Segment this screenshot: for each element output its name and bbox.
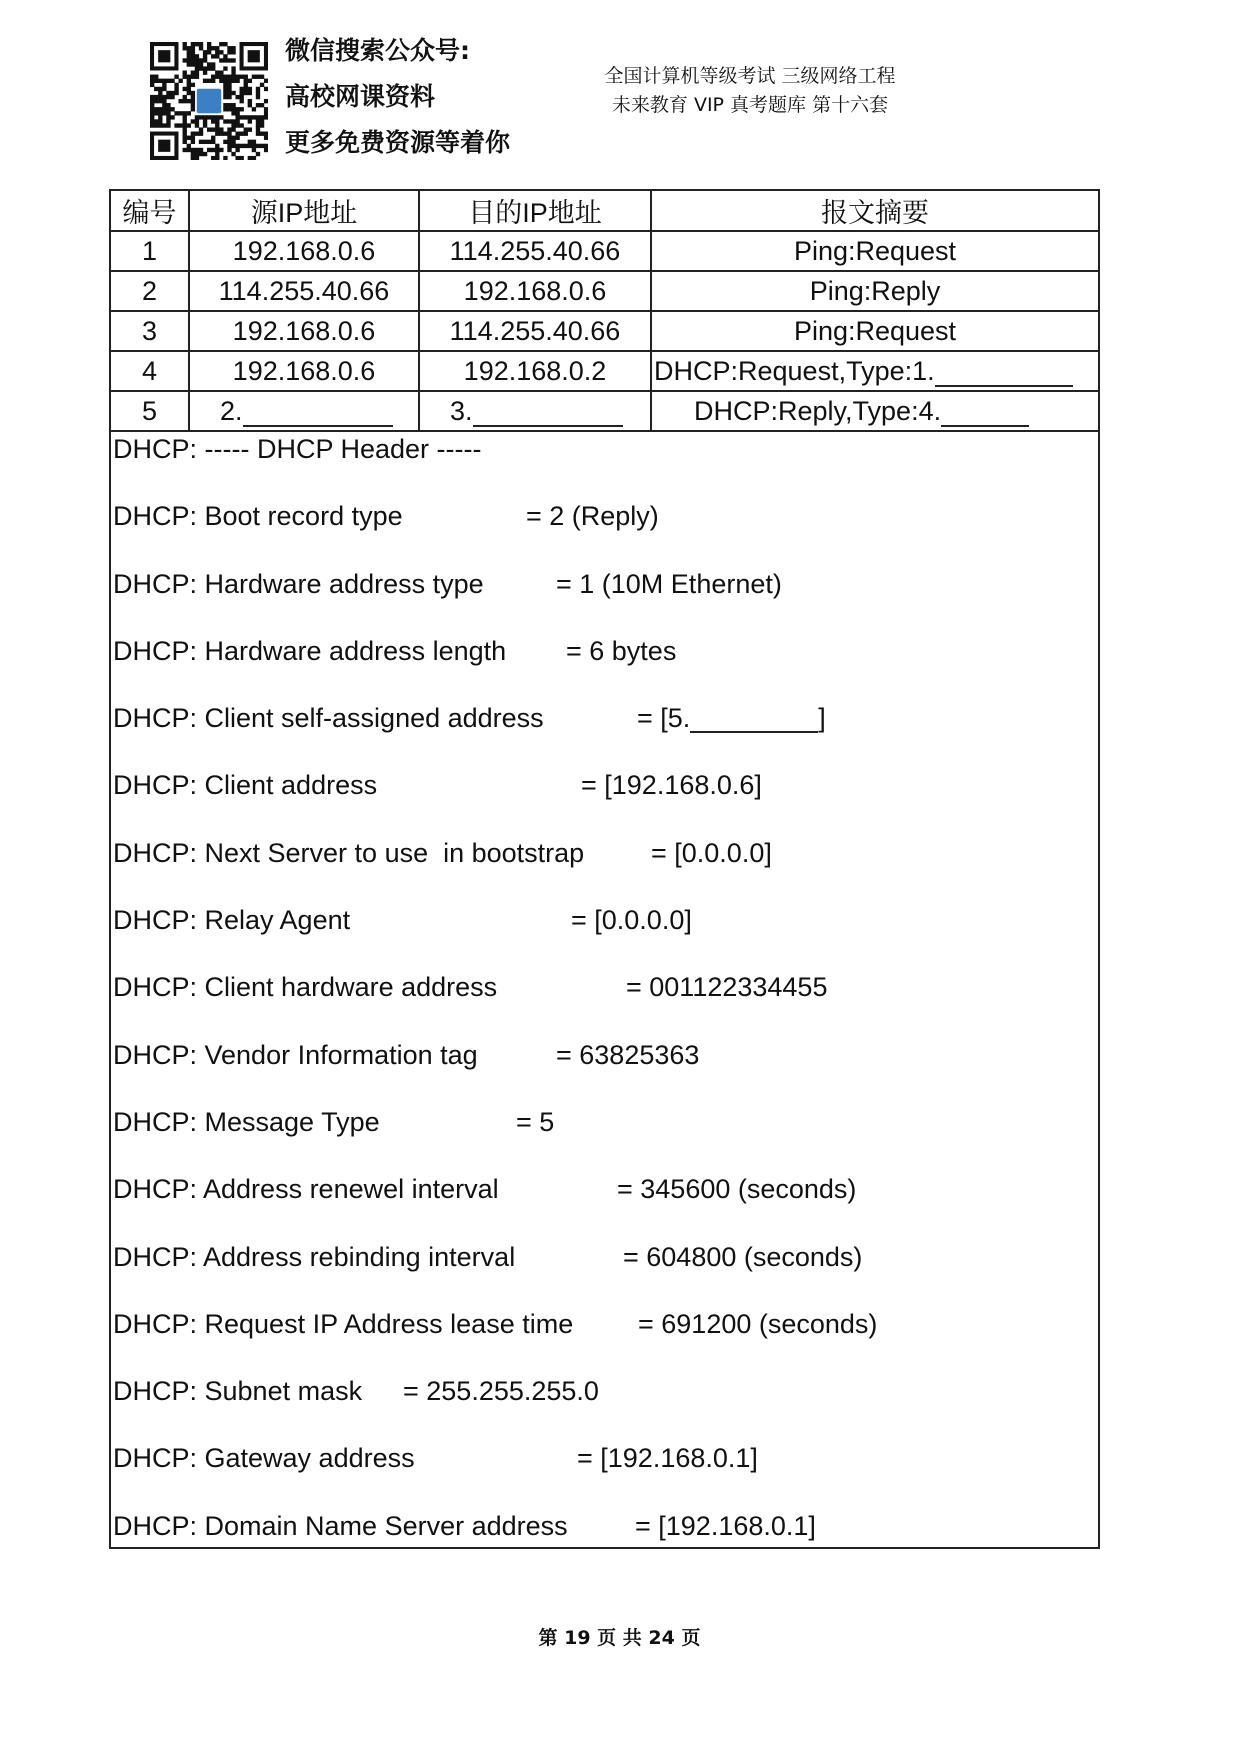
wechat-line-2: 高校网课资料	[285, 82, 436, 111]
dhcp-line	[113, 770, 1098, 800]
cell-src: 192.168.0.6	[189, 231, 419, 271]
dhcp-label: DHCP: Subnet mask	[113, 1376, 363, 1407]
table-row	[111, 271, 1098, 311]
cell-src: 114.255.40.66	[189, 271, 419, 311]
dhcp-label: DHCP: Relay Agent	[113, 905, 351, 936]
dhcp-label: DHCP: Vendor Information tag	[113, 1039, 478, 1070]
col-header-summary: 报文摘要	[651, 191, 1098, 231]
dhcp-line	[113, 1107, 1098, 1137]
cell-dst: 114.255.40.66	[419, 231, 651, 271]
cell-src: 192.168.0.6	[189, 311, 419, 351]
cell-summary: Ping:Request	[651, 231, 1098, 271]
dhcp-label: DHCP: Hardware address length	[113, 635, 507, 666]
table-row	[111, 231, 1098, 271]
dhcp-line	[113, 569, 1098, 599]
dhcp-label: DHCP: Client address	[113, 770, 378, 801]
dhcp-label: DHCP: ----- DHCP Header -----	[113, 434, 482, 464]
dhcp-line	[113, 972, 1098, 1002]
dhcp-value: = 2 (Reply)	[526, 501, 659, 532]
blank-label-3: 3.	[450, 395, 473, 426]
dhcp-label: DHCP: Message Type	[113, 1106, 380, 1137]
dhcp-line	[113, 838, 1098, 868]
exam-title: 全国计算机等级考试 三级网络工程	[604, 65, 896, 87]
dhcp-value: = 345600 (seconds)	[617, 1174, 857, 1205]
dhcp-label: DHCP: Client self-assigned address	[113, 703, 544, 734]
dhcp-line	[113, 1376, 1098, 1406]
dhcp-label: DHCP: Address rebinding interval	[113, 1241, 516, 1272]
dhcp-label: DHCP: Boot record type	[113, 501, 403, 532]
dhcp-line	[113, 905, 1098, 935]
wechat-promo	[285, 36, 510, 174]
dhcp-value: = 001122334455	[626, 972, 828, 1003]
cell-src: 192.168.0.6	[189, 351, 419, 391]
dhcp-value: = 604800 (seconds)	[623, 1241, 863, 1272]
answer-blank-1	[935, 359, 1073, 387]
dhcp-value: = [0.0.0.0]	[651, 837, 772, 868]
table-row	[111, 351, 1098, 391]
cell-summary	[651, 351, 1098, 391]
answer-blank-4	[941, 399, 1029, 427]
dhcp-value: = [5. ]	[637, 703, 826, 734]
dhcp-line	[113, 434, 1098, 464]
col-header-dst: 目的IP地址	[419, 191, 651, 231]
dhcp-value: = 63825363	[556, 1039, 700, 1070]
dhcp-line	[113, 1174, 1098, 1204]
dhcp-line	[113, 1511, 1098, 1541]
dhcp-label: DHCP: Hardware address type	[113, 568, 484, 599]
exam-header	[560, 62, 940, 120]
dhcp-line	[113, 1242, 1098, 1272]
col-header-no: 编号	[111, 191, 189, 231]
dhcp-value: = 5	[516, 1106, 555, 1137]
answer-blank-5	[690, 705, 818, 733]
dhcp-value: = [192.168.0.1]	[577, 1443, 758, 1474]
wechat-line-1: 微信搜索公众号:	[285, 36, 470, 65]
dhcp-value: = 1 (10M Ethernet)	[556, 568, 782, 599]
cell-src	[189, 391, 419, 431]
dhcp-label: DHCP: Client hardware address	[113, 972, 498, 1003]
dhcp-value: = 6 bytes	[566, 635, 677, 666]
dhcp-line	[113, 1309, 1098, 1339]
summary-text: DHCP:Reply,Type:4.	[694, 395, 942, 426]
table-row	[111, 311, 1098, 351]
summary-text: DHCP:Request,Type:1.	[654, 355, 935, 386]
blank-label-2: 2.	[220, 395, 243, 426]
dhcp-value-text: = [5.	[637, 703, 691, 734]
dhcp-line	[113, 636, 1098, 666]
dhcp-value: = [0.0.0.0]	[571, 905, 692, 936]
dhcp-line	[113, 1040, 1098, 1070]
answer-blank-2	[243, 399, 393, 427]
dhcp-line	[113, 501, 1098, 531]
capture-document	[109, 189, 1100, 1549]
cell-no: 3	[111, 311, 189, 351]
dhcp-label: DHCP: Gateway address	[113, 1443, 415, 1474]
cell-no: 2	[111, 271, 189, 311]
dhcp-label: DHCP: Address renewel interval	[113, 1174, 499, 1205]
packet-table	[111, 191, 1098, 432]
exam-subtitle: 未来教育 VIP 真考题库 第十六套	[611, 94, 889, 116]
dhcp-detail	[111, 432, 1098, 1547]
dhcp-value: = 691200 (seconds)	[638, 1308, 878, 1339]
page-footer: 第 19 页 共 24 页	[538, 1627, 701, 1649]
cell-summary	[651, 391, 1098, 431]
page-header	[0, 0, 1239, 170]
dhcp-label: DHCP: Request IP Address lease time	[113, 1308, 574, 1339]
cell-no: 4	[111, 351, 189, 391]
dhcp-label: DHCP: Next Server to use in bootstrap	[113, 837, 585, 868]
cell-summary: Ping:Request	[651, 311, 1098, 351]
cell-dst: 114.255.40.66	[419, 311, 651, 351]
cell-no: 1	[111, 231, 189, 271]
col-header-src: 源IP地址	[189, 191, 419, 231]
wechat-line-3: 更多免费资源等着你	[285, 128, 511, 157]
dhcp-value: = 255.255.255.0	[403, 1376, 599, 1407]
table-row	[111, 391, 1098, 431]
dhcp-value: = [192.168.0.1]	[635, 1510, 816, 1541]
qr-code	[150, 42, 268, 160]
cell-dst	[419, 391, 651, 431]
cell-dst: 192.168.0.2	[419, 351, 651, 391]
dhcp-value: = [192.168.0.6]	[581, 770, 762, 801]
cell-no: 5	[111, 391, 189, 431]
table-header-row	[111, 191, 1098, 231]
cell-summary: Ping:Reply	[651, 271, 1098, 311]
dhcp-line	[113, 703, 1098, 733]
dhcp-label: DHCP: Domain Name Server address	[113, 1510, 568, 1541]
dhcp-line	[113, 1443, 1098, 1473]
answer-blank-3	[473, 399, 623, 427]
cell-dst: 192.168.0.6	[419, 271, 651, 311]
